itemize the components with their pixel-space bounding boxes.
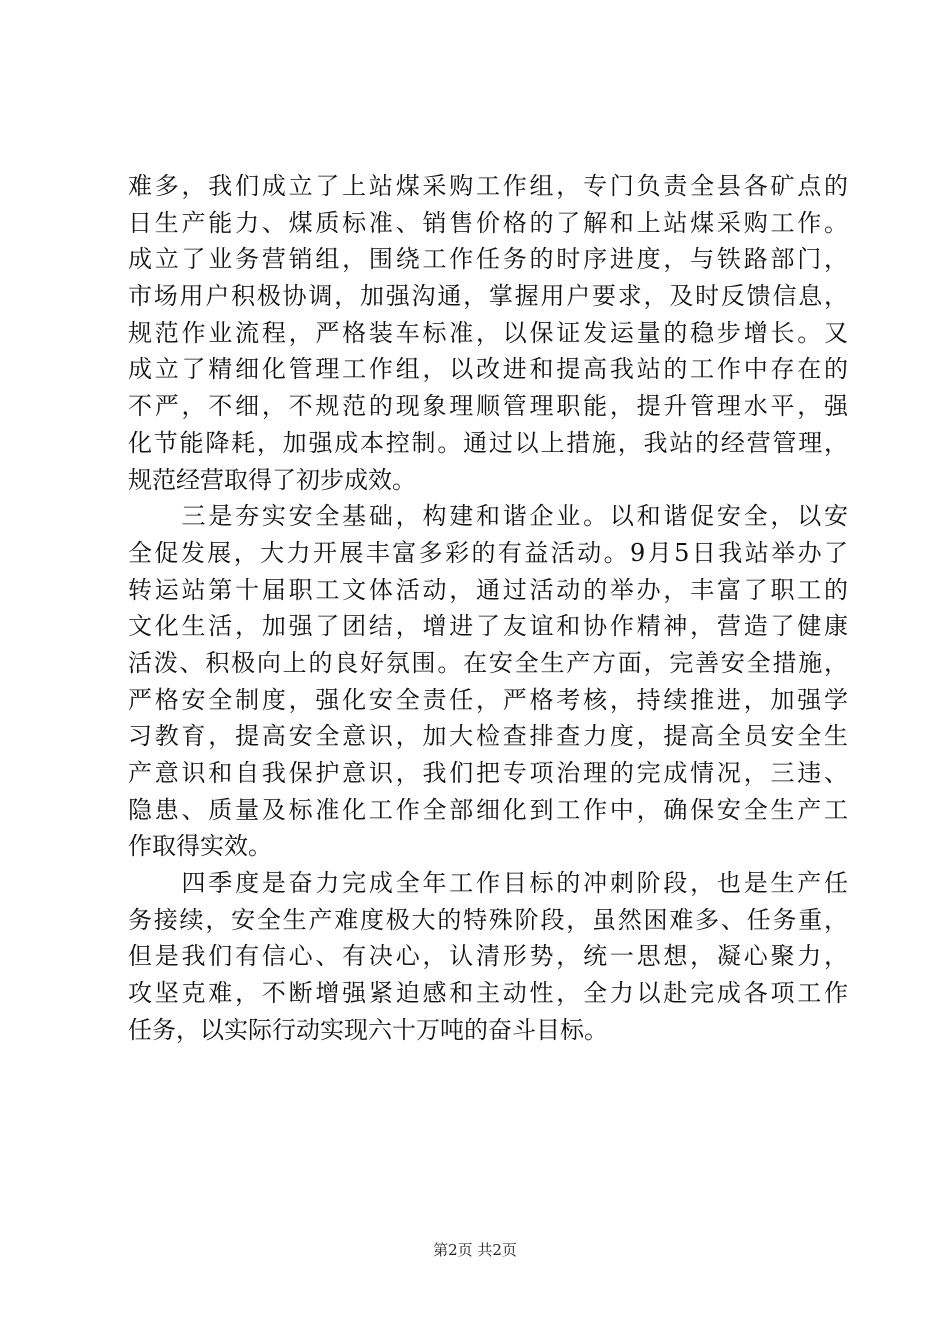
text-line: 严格安全制度，强化安全责任，严格考核，持续推进，加强学	[128, 685, 848, 714]
text-line: 难多，我们成立了上站煤采购工作组，专门负责全县各矿点的	[128, 172, 848, 200]
text-line: 务接续，安全生产难度极大的特殊阶段，虽然困难多、任务重，	[128, 905, 848, 934]
text-line: 化节能降耗，加强成本控制。通过以上措施，我站的经营管理，	[128, 428, 848, 457]
text-line: 但是我们有信心、有决心，认清形势，统一思想，凝心聚力，	[128, 942, 848, 971]
text-line: 任务，以实际行动实现六十万吨的奋斗目标。	[128, 1015, 608, 1044]
text-line: 攻坚克难，不断增强紧迫感和主动性，全力以赴完成各项工作	[128, 979, 848, 1008]
text-line: 规范经营取得了初步成效。	[128, 465, 416, 494]
text-line: 规范作业流程，严格装车标准，以保证发运量的稳步增长。又	[128, 318, 848, 347]
text-line: 成立了精细化管理工作组，以改进和提高我站的工作中存在的	[128, 355, 848, 384]
text-line: 隐患、质量及标准化工作全部细化到工作中，确保安全生产工	[128, 795, 848, 824]
text-line: 产意识和自我保护意识，我们把专项治理的完成情况，三违、	[128, 759, 848, 787]
text-line: 活泼、积极向上的良好氛围。在安全生产方面，完善安全措施，	[128, 648, 848, 677]
text-line: 转运站第十届职工文体活动，通过活动的举办，丰富了职工的	[128, 575, 848, 604]
text-line: 市场用户积极协调，加强沟通，掌握用户要求，及时反馈信息，	[128, 282, 848, 311]
text-line: 三是夯实安全基础，构建和谐企业。以和谐促安全，以安	[128, 502, 848, 531]
body-text	[128, 168, 848, 1049]
text-line: 习教育，提高安全意识，加大检查排查力度，提高全员安全生	[128, 722, 848, 751]
text-line: 日生产能力、煤质标准、销售价格的了解和上站煤采购工作。	[128, 208, 848, 237]
text-line: 成立了业务营销组，围绕工作任务的时序进度，与铁路部门，	[128, 245, 848, 274]
page-number-footer: 第2页 共2页	[433, 1241, 517, 1259]
text-line: 全促发展，大力开展丰富多彩的有益活动。9月5日我站举办了	[128, 538, 848, 567]
text-line: 作取得实效。	[128, 832, 272, 861]
text-line: 不严，不细，不规范的现象理顺管理职能，提升管理水平，强	[128, 392, 848, 421]
text-line: 四季度是奋力完成全年工作目标的冲刺阶段，也是生产任	[128, 869, 848, 898]
text-line: 文化生活，加强了团结，增进了友谊和协作精神，营造了健康	[128, 612, 848, 641]
